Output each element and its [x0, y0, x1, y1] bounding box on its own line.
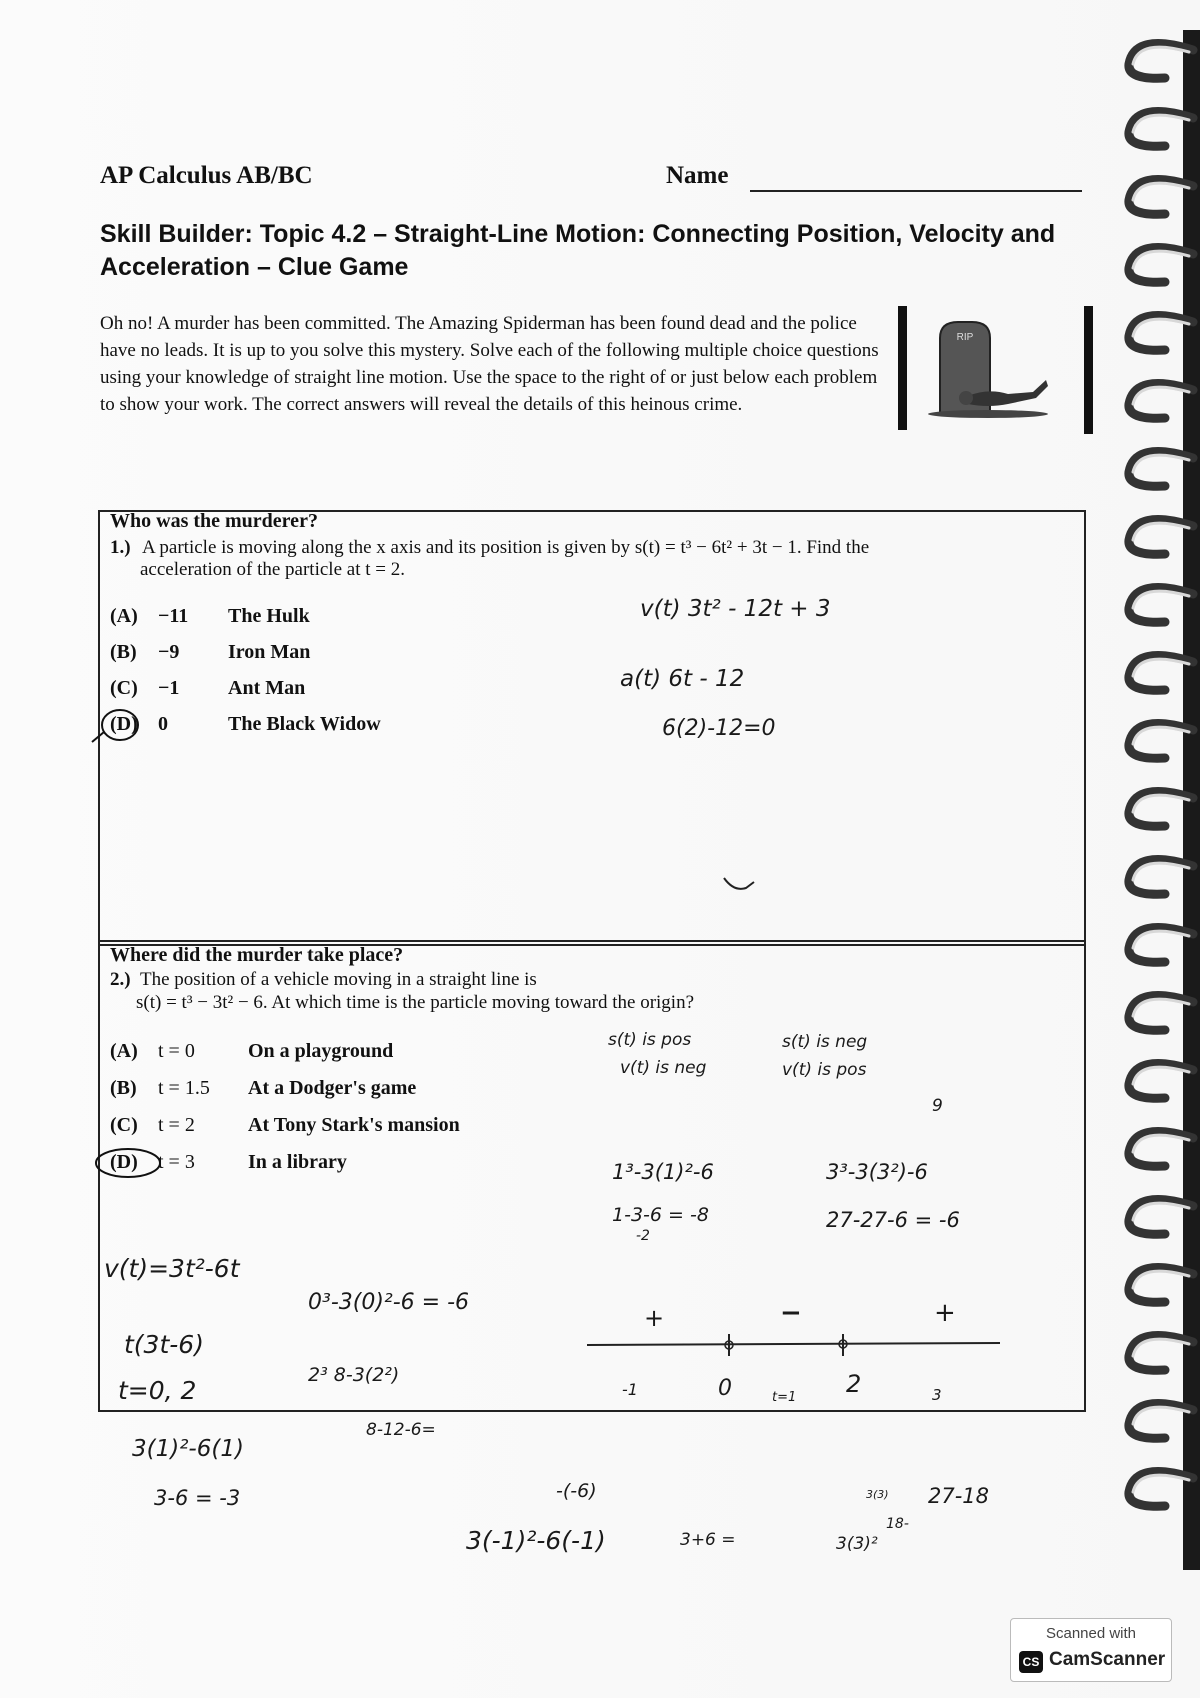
q1-choice-d: (D) 0 The Black Widow [110, 713, 381, 735]
q2-check-t1-result: 1-3-6 = -8 [612, 1204, 709, 1226]
q1-choice-b: (B) −9 Iron Man [110, 641, 311, 663]
q2-heading: Where did the murder take place? [110, 944, 404, 966]
intro-paragraph: Oh no! A murder has been committed. The Amazing Spiderman has been found dead and the police have no leads. It is up to you solve this mystery. Solve each of the following multiple choice questions using your knowledge of straight line motion. Use the space to the right of or just below each problem to show your work. The correct answers will reveal the details of this heinous crime. [100, 313, 879, 415]
scratch-v3: 3(3)² [836, 1534, 878, 1554]
q2-number: 2.) [110, 969, 131, 990]
q2-note-nine: 9 [932, 1096, 943, 1116]
sign-plus-right: + [934, 1298, 956, 1328]
tombstone-illustration [928, 318, 1050, 418]
q2-work-velocity: v(t)=3t²-6t [104, 1254, 240, 1283]
scratch-v-neg1-result: 3+6 = [680, 1530, 736, 1550]
scratch-neg-neg6: -(-6) [556, 1480, 597, 1502]
q1-number: 1.) [110, 537, 131, 558]
q1-work-acceleration: a(t) 6t - 12 [620, 666, 745, 692]
right-bar [1084, 306, 1093, 434]
scratch-3-3: 3(3) [866, 1488, 889, 1501]
q2-answer-circle [92, 1144, 172, 1182]
q2-work-roots: t=0, 2 [118, 1376, 197, 1405]
nl-label-0: 0 [718, 1376, 732, 1401]
scratch-eval-2-result: 8-12-6= [366, 1420, 436, 1440]
sign-plus-left: + [644, 1304, 665, 1332]
q2-note-s-pos: s(t) is pos [608, 1030, 692, 1050]
q1-choice-a: (A) −11 The Hulk [110, 605, 310, 627]
nl-label-2: 2 [846, 1370, 862, 1398]
name-label: Name [666, 162, 729, 189]
q2-note-v-pos: v(t) is pos [782, 1060, 867, 1080]
q2-work-eval-0: 0³-3(0)²-6 = -6 [308, 1290, 470, 1315]
q2-choice-a: (A) t = 0 On a playground [110, 1040, 394, 1062]
spiral-binding [1115, 30, 1200, 1570]
left-bar [898, 306, 907, 430]
q2-note-v-neg: v(t) is neg [620, 1058, 707, 1078]
nl-label-neg1: -1 [622, 1380, 638, 1399]
q2-check-t3-result: 27-27-6 = -6 [826, 1208, 960, 1232]
q1-work-evaluate: 6(2)-12=0 [662, 716, 776, 741]
q2-note-s-neg: s(t) is neg [782, 1032, 868, 1052]
q2-check-t1: 1³-3(1)²-6 [612, 1160, 714, 1184]
q1-text-line2: acceleration of the particle at t = 2. [140, 559, 405, 580]
camscanner-badge [1010, 1618, 1172, 1682]
q2-work-eval-2: 2³ 8-3(2²) [308, 1364, 400, 1386]
check-mark [720, 872, 760, 894]
q2-check-t1-note: -2 [636, 1228, 650, 1244]
q2-choice-d: (D) t = 3 In a library [110, 1151, 347, 1173]
worksheet-title: Skill Builder: Topic 4.2 – Straight-Line Motion: Connecting Position, Velocity and Acceleration – Clue Game [100, 220, 1056, 281]
scratch-v1-result: 3-6 = -3 [154, 1486, 241, 1510]
q2-check-t3: 3³-3(3²)-6 [826, 1160, 928, 1184]
q2-work-factored: t(3t-6) [124, 1330, 204, 1359]
tombstone-text: RIP [956, 332, 974, 343]
q1-choice-c: (C) −1 Ant Man [110, 677, 306, 699]
q2-choice-b: (B) t = 1.5 At a Dodger's game [110, 1077, 417, 1099]
q2-text-line1: The position of a vehicle moving in a straight line is [140, 969, 537, 990]
nl-label-1: t=1 [772, 1390, 797, 1405]
q1-text-line1: A particle is moving along the x axis and its position is given by s(t) = t³ − 6t² + 3t − 1. Find the [142, 537, 870, 558]
name-blank-line [750, 190, 1082, 192]
course-title: AP Calculus AB/BC [100, 162, 313, 189]
scratch-v-neg1: 3(-1)²-6(-1) [466, 1526, 606, 1555]
scratch-v1: 3(1)²-6(1) [132, 1436, 244, 1462]
q1-heading: Who was the murderer? [110, 510, 318, 532]
nl-label-3: 3 [932, 1386, 942, 1404]
q1-answer-circle [88, 702, 148, 746]
q2-text-line2: s(t) = t³ − 3t² − 6. At which time is the particle moving toward the origin? [136, 992, 695, 1013]
scratch-27-18: 27-18 [928, 1484, 990, 1508]
camscanner-logo-icon: CS [1019, 1651, 1043, 1673]
q1-work-velocity: v(t) 3t² - 12t + 3 [640, 596, 831, 622]
badge-brand: CamScanner [1049, 1649, 1166, 1670]
q2-choice-c: (C) t = 2 At Tony Stark's mansion [110, 1114, 460, 1136]
number-line [585, 1330, 1005, 1360]
badge-line1: Scanned with [1045, 1625, 1137, 1642]
scratch-18: 18- [886, 1516, 909, 1532]
sign-minus: − [780, 1298, 802, 1328]
